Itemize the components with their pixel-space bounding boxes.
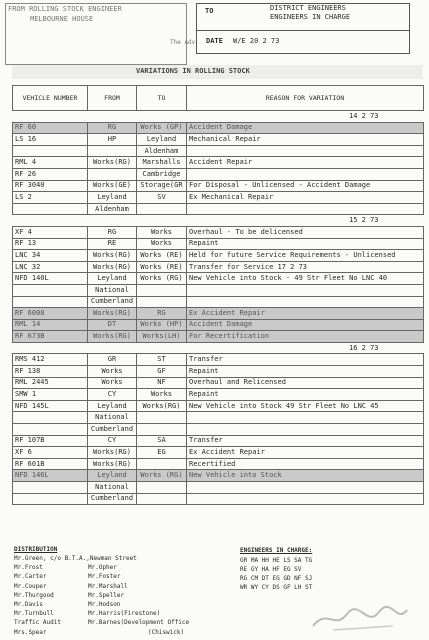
distribution-name: Mr.Hodson <box>88 601 121 608</box>
engineer-codes-row: RG CM DT EG GD NF SJ <box>240 575 313 582</box>
cell-from: National <box>88 482 137 494</box>
cell-vehicle: NFD 140L <box>13 273 88 285</box>
distribution-name: Mr.Davis <box>14 601 43 608</box>
cell-reason: New Vehicle into Stock - 49 Str Fleet No LNC 40 <box>187 273 424 285</box>
cell-from: Works(RG) <box>88 261 137 273</box>
table-row <box>13 296 424 308</box>
engineer-codes-row: WR WY CY DS GF LH ST <box>240 584 313 591</box>
page-title: VARIATIONS IN ROLLING STOCK <box>136 67 250 75</box>
cell-reason <box>187 424 424 436</box>
distribution-name: Mr.Frost <box>14 564 43 572</box>
distribution-name: Mr.Marshall <box>88 582 128 590</box>
cell-vehicle: RF 6008 <box>13 308 88 320</box>
cell-vehicle <box>13 145 88 157</box>
col-from: FROM <box>88 86 137 111</box>
variations-table <box>12 85 424 505</box>
cell-from: CY <box>88 389 137 401</box>
cell-vehicle: LNC 32 <box>13 261 88 273</box>
table-row <box>13 284 424 296</box>
cell-to: Works (RG) <box>137 273 187 285</box>
cell-from: Cumberland <box>88 296 137 308</box>
cell-to: SA <box>137 435 187 447</box>
cell-vehicle: NFD 146L <box>13 470 88 482</box>
cell-from: Works <box>88 366 137 378</box>
cell-from: Cumberland <box>88 493 137 505</box>
table-row <box>13 447 424 459</box>
cell-from: Leyland <box>88 470 137 482</box>
cell-from: Works <box>88 377 137 389</box>
cell-reason: Accident Repair <box>187 157 424 169</box>
date-box <box>196 30 410 54</box>
table-row <box>13 493 424 505</box>
cell-vehicle <box>13 493 88 505</box>
cell-to <box>137 203 187 215</box>
cell-vehicle: LNC 34 <box>13 250 88 262</box>
cell-from: Cumberland <box>88 424 137 436</box>
cell-reason: Held for future Service Requirements - Unlicensed <box>187 250 424 262</box>
cell-reason: Accident Damage <box>187 122 424 134</box>
cell-from <box>88 168 137 180</box>
cell-vehicle: LS 2 <box>13 192 88 204</box>
cell-vehicle: XF 6 <box>13 447 88 459</box>
row-date: 16 2 73 <box>13 342 424 354</box>
cell-from: National <box>88 412 137 424</box>
cell-reason: Recertified <box>187 458 424 470</box>
cell-to <box>137 458 187 470</box>
cell-to: Works (HP) <box>137 319 187 331</box>
cell-vehicle: RF 26 <box>13 168 88 180</box>
cell-from: CY <box>88 435 137 447</box>
distribution-name: Traffic Audit <box>14 619 61 627</box>
table-row <box>13 424 424 436</box>
table-row <box>13 435 424 447</box>
cell-to: EG <box>137 447 187 459</box>
cell-reason: Mechanical Repair <box>187 134 424 146</box>
distribution-name: (Chiswick) <box>148 628 185 636</box>
cell-vehicle <box>13 482 88 494</box>
to-label: TO <box>205 7 214 15</box>
table-row <box>13 354 424 366</box>
cell-vehicle: LS 16 <box>13 134 88 146</box>
cell-to: Marshalls <box>137 157 187 169</box>
table-row <box>13 203 424 215</box>
cell-from: RE <box>88 238 137 250</box>
table-row <box>13 180 424 192</box>
date-label: DATE <box>206 37 223 45</box>
cell-vehicle: RML 4 <box>13 157 88 169</box>
cell-reason <box>187 296 424 308</box>
cell-to <box>137 424 187 436</box>
table-row <box>13 122 424 134</box>
distribution-name: Mr.Carter <box>14 573 47 581</box>
cell-to: Leyland <box>137 134 187 146</box>
cell-from <box>88 145 137 157</box>
cell-reason: New Vehicle into Stock <box>187 470 424 482</box>
table-row <box>13 134 424 146</box>
cell-to: Works(RG) <box>137 400 187 412</box>
cell-reason: Repaint <box>187 389 424 401</box>
cell-reason: Transfer <box>187 354 424 366</box>
cell-vehicle: NFD 145L <box>13 400 88 412</box>
reference: The Adv <box>170 39 196 46</box>
cell-reason <box>187 168 424 180</box>
cell-to: Cambridge <box>137 168 187 180</box>
table-row <box>13 389 424 401</box>
table-row <box>13 238 424 250</box>
cell-from: Works(RG) <box>88 308 137 320</box>
cell-reason: Ex Accident Repair <box>187 447 424 459</box>
table-row <box>13 482 424 494</box>
cell-vehicle: RF 13 <box>13 238 88 250</box>
cell-to: Storage(GR <box>137 180 187 192</box>
cell-from: Works(RG) <box>88 250 137 262</box>
from-line-2: MELBOURNE HOUSE <box>30 15 94 23</box>
cell-reason: Transfer <box>187 435 424 447</box>
col-reason: REASON FOR VARIATION <box>187 86 424 111</box>
cell-reason <box>187 145 424 157</box>
table-row <box>13 273 424 285</box>
cell-vehicle <box>13 424 88 436</box>
cell-to: Works <box>137 226 187 238</box>
cell-reason: Repaint <box>187 238 424 250</box>
cell-from: HP <box>88 134 137 146</box>
cell-reason: Accident Damage <box>187 319 424 331</box>
cell-to <box>137 493 187 505</box>
cell-reason: Transfer for Service 17 2 73 <box>187 261 424 273</box>
cell-to: ST <box>137 354 187 366</box>
cell-from: RG <box>88 226 137 238</box>
cell-vehicle: SMW 1 <box>13 389 88 401</box>
distribution-name: Mr.Foster <box>88 573 121 581</box>
table-row <box>13 226 424 238</box>
cell-to <box>137 482 187 494</box>
cell-reason: Overhaul and Relicensed <box>187 377 424 389</box>
cell-reason: For Disposal - Unlicensed - Accident Damage <box>187 180 424 192</box>
engineer-codes-row: RE GY HA HF EG SV <box>240 566 302 573</box>
cell-to: Works (GP) <box>137 122 187 134</box>
cell-vehicle <box>13 412 88 424</box>
distribution-name: Mrs.Spear <box>14 628 47 636</box>
cell-from: Works(RG) <box>88 331 137 343</box>
table-row <box>13 192 424 204</box>
cell-from: Works(RG) <box>88 447 137 459</box>
distribution-name: Mr.Harris(Firestone) <box>88 610 161 618</box>
distribution-name: Mr.Thurgood <box>14 591 54 599</box>
table-row <box>13 377 424 389</box>
distribution-name: Mr.Opher <box>88 564 117 572</box>
cell-to: SV <box>137 192 187 204</box>
cell-to: Aldenham <box>137 145 187 157</box>
cell-to: Works (RE) <box>137 250 187 262</box>
title-band <box>12 65 423 79</box>
cell-vehicle <box>13 284 88 296</box>
distribution-name: Mr.Couper <box>14 582 47 590</box>
cell-vehicle: RF 60 <box>13 122 88 134</box>
cell-from: National <box>88 284 137 296</box>
cell-reason: For Recertification <box>187 331 424 343</box>
row-date: 14 2 73 <box>13 111 424 123</box>
date-row <box>13 215 424 227</box>
engineer-codes-row: GR MA HH HE LS SA TG <box>240 557 313 564</box>
cell-to: NF <box>137 377 187 389</box>
cell-vehicle: RF 107B <box>13 435 88 447</box>
col-vehicle: VEHICLE NUMBER <box>13 86 88 111</box>
table-row <box>13 145 424 157</box>
to-line-1: DISTRICT ENGINEERS <box>270 4 346 12</box>
from-line-1: FROM ROLLING STOCK ENGINEER <box>8 5 122 13</box>
table-row <box>13 308 424 320</box>
table-row <box>13 261 424 273</box>
table-row <box>13 319 424 331</box>
distribution-heading: DISTRIBUTION <box>14 546 58 553</box>
cell-vehicle: RF 138 <box>13 366 88 378</box>
table-row <box>13 470 424 482</box>
cell-to <box>137 284 187 296</box>
cell-reason <box>187 493 424 505</box>
cell-to: Works <box>137 389 187 401</box>
engineers-heading: ENGINEERS IN CHARGE: <box>240 547 313 554</box>
cell-from: Aldenham <box>88 203 137 215</box>
col-to: TO <box>137 86 187 111</box>
table-row <box>13 331 424 343</box>
distribution-name: Mr.Speller <box>88 591 125 599</box>
cell-from: RG <box>88 122 137 134</box>
cell-reason <box>187 203 424 215</box>
table-header <box>13 86 424 111</box>
cell-from: Works(RG) <box>88 458 137 470</box>
distribution-name: Mr.Green, c/o B.T.A.,Newman Street <box>14 555 137 562</box>
cell-from: Works(RG) <box>88 157 137 169</box>
table-row <box>13 168 424 180</box>
cell-reason: Repaint <box>187 366 424 378</box>
cell-to: GF <box>137 366 187 378</box>
cell-reason: Ex Accident Repair <box>187 308 424 320</box>
cell-vehicle: RMS 412 <box>13 354 88 366</box>
table-row <box>13 400 424 412</box>
table-row <box>13 412 424 424</box>
cell-from: Leyland <box>88 192 137 204</box>
cell-vehicle: RF 601B <box>13 458 88 470</box>
cell-to <box>137 296 187 308</box>
signature <box>303 600 413 634</box>
cell-to: Works(LH) <box>137 331 187 343</box>
cell-vehicle <box>13 296 88 308</box>
cell-to: RG <box>137 308 187 320</box>
cell-reason <box>187 412 424 424</box>
table-row <box>13 157 424 169</box>
date-row <box>13 111 424 123</box>
cell-vehicle: XF 4 <box>13 226 88 238</box>
cell-from: Leyland <box>88 273 137 285</box>
cell-to: Works <box>137 238 187 250</box>
table-row <box>13 366 424 378</box>
distribution-name: Mr.Turnbull <box>14 610 54 618</box>
table-row <box>13 250 424 262</box>
cell-from: Works(GE) <box>88 180 137 192</box>
cell-reason: Overhaul - To be delicensed <box>187 226 424 238</box>
cell-vehicle: RML 2445 <box>13 377 88 389</box>
cell-to: Works (RG) <box>137 470 187 482</box>
cell-reason <box>187 284 424 296</box>
cell-reason: Ex Mechanical Repair <box>187 192 424 204</box>
cell-from: DT <box>88 319 137 331</box>
row-date: 15 2 73 <box>13 215 424 227</box>
cell-reason <box>187 482 424 494</box>
distribution-name: Mr.Barnes(Development Office <box>88 619 190 627</box>
table-row <box>13 458 424 470</box>
date-value: W/E 20 2 73 <box>233 37 280 45</box>
cell-vehicle: RF 673B <box>13 331 88 343</box>
cell-vehicle: RF 3040 <box>13 180 88 192</box>
cell-vehicle <box>13 203 88 215</box>
date-row <box>13 342 424 354</box>
cell-from: GR <box>88 354 137 366</box>
cell-vehicle: RML 14 <box>13 319 88 331</box>
cell-reason: New Vehicle into Stock 49 Str Fleet No LNC 45 <box>187 400 424 412</box>
to-line-2: ENGINEERS IN CHARGE <box>270 13 351 21</box>
cell-to: Works (RE) <box>137 261 187 273</box>
cell-from: Leyland <box>88 400 137 412</box>
cell-to <box>137 412 187 424</box>
